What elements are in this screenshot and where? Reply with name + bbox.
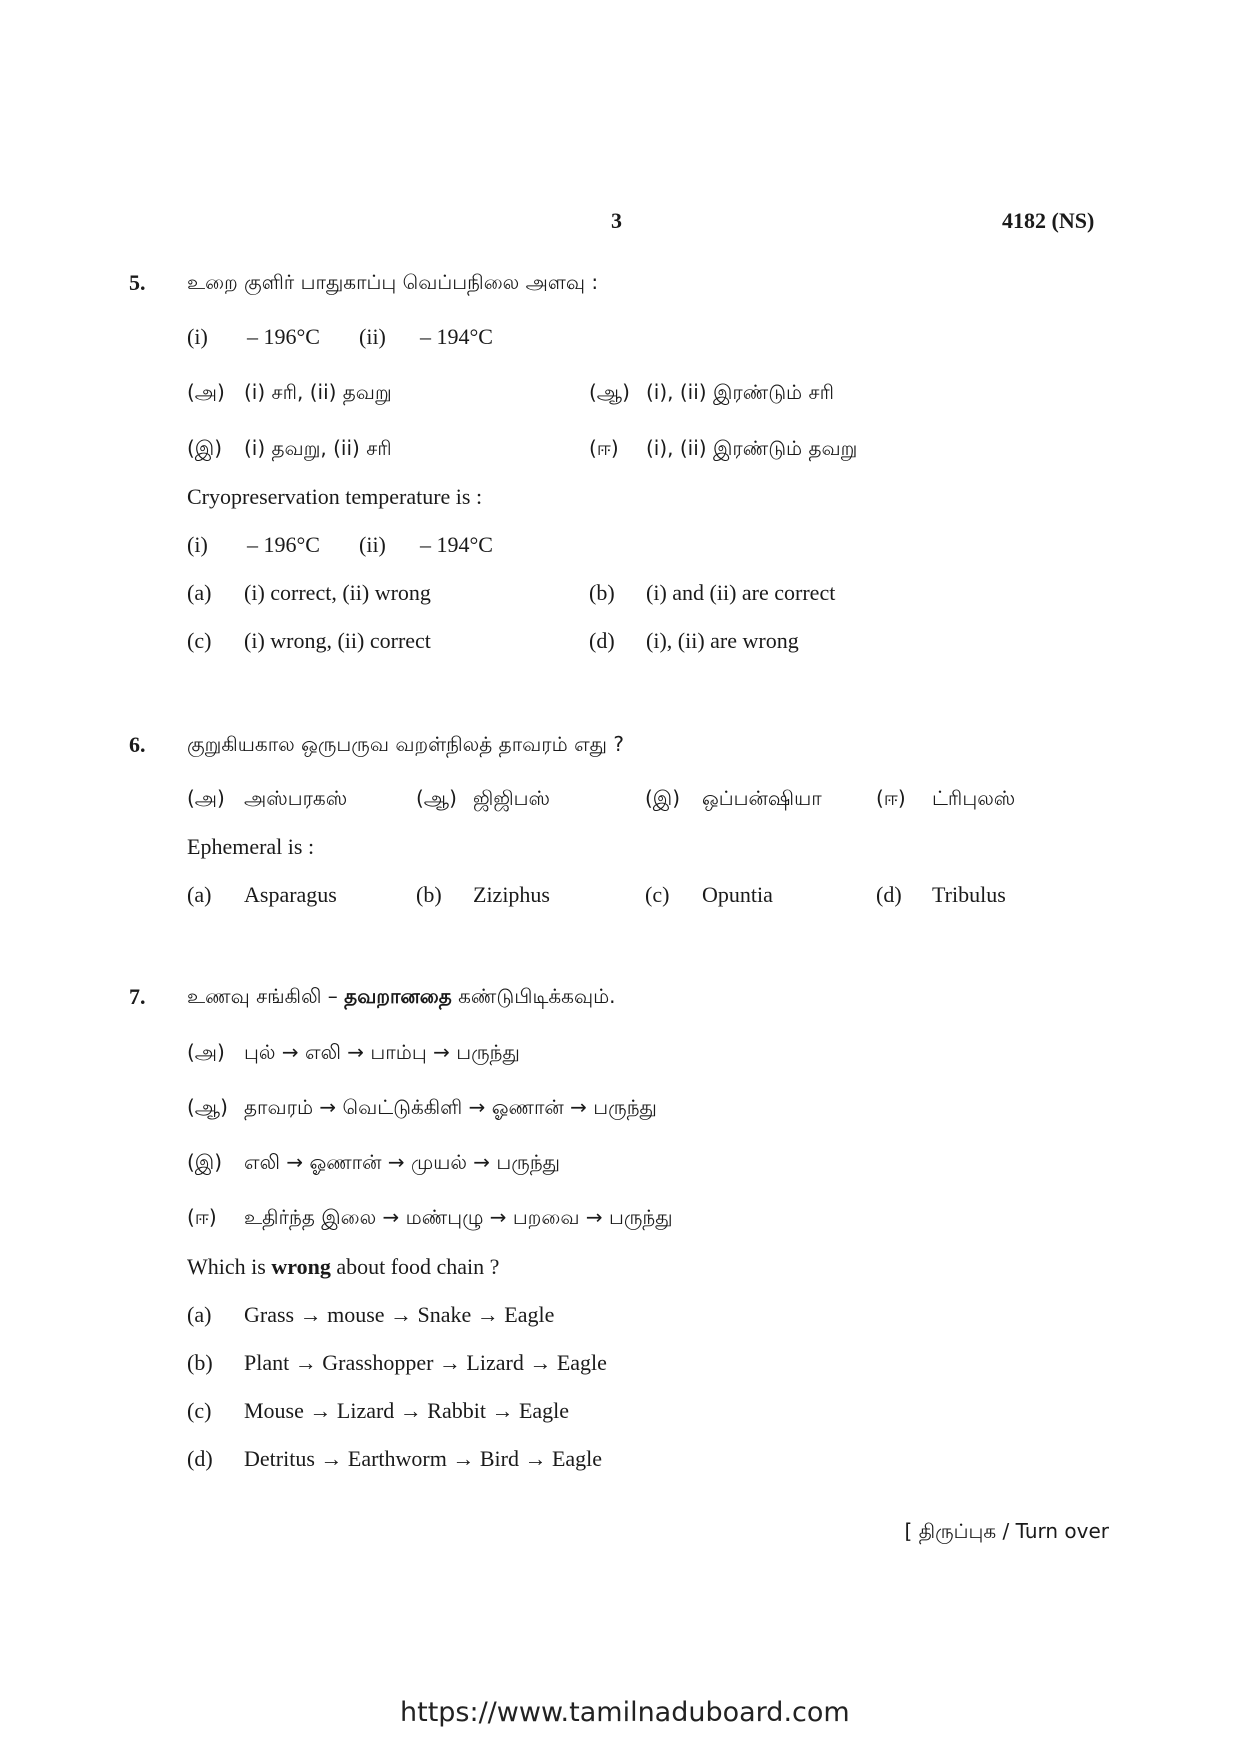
option-text: (i) wrong, (ii) correct	[244, 628, 431, 653]
option-text: Grass → mouse → Snake → Eagle	[244, 1302, 555, 1327]
statement-text: – 196°C	[247, 532, 320, 557]
statement-text: – 194°C	[420, 532, 493, 557]
statement-text: – 196°C	[247, 324, 320, 349]
option-label: (அ)	[187, 380, 225, 404]
option-label: (இ)	[645, 786, 681, 810]
paper-code: 4182 (NS)	[1002, 208, 1095, 233]
option-label: (இ)	[187, 1150, 223, 1174]
option-text: ஜிஜிபஸ்	[473, 786, 551, 810]
option-text: Mouse → Lizard → Rabbit → Eagle	[244, 1398, 570, 1423]
statement-label: (i)	[187, 324, 208, 349]
question-text-part: உணவு சங்கிலி –	[187, 984, 338, 1008]
option-text: உதிர்ந்த இலை → மண்புழு → பறவை → பருந்து	[244, 1205, 673, 1229]
statement-label: (ii)	[359, 532, 386, 557]
question-text-part: about food chain ?	[336, 1254, 500, 1279]
option-text: (i) and (ii) are correct	[646, 580, 836, 605]
option-label: (b)	[416, 882, 442, 907]
question-text-tamil: குறுகியகால ஒருபருவ வறள்நிலத் தாவரம் எது ?	[187, 732, 624, 756]
question-emphasis: wrong	[271, 1254, 331, 1279]
option-label: (b)	[589, 580, 615, 605]
statement-text: – 194°C	[420, 324, 493, 349]
option-text: தாவரம் → வெட்டுக்கிளி → ஓணான் → பருந்து	[244, 1095, 657, 1119]
option-text: (i) correct, (ii) wrong	[244, 580, 431, 605]
option-label: (d)	[589, 628, 615, 653]
option-text: Asparagus	[244, 882, 337, 907]
question-text-part: Which is	[187, 1254, 266, 1279]
question-text-english: Cryopreservation temperature is :	[187, 484, 483, 509]
option-label: (d)	[876, 882, 902, 907]
option-text: (i), (ii) இரண்டும் தவறு	[646, 436, 858, 460]
option-label: (அ)	[187, 786, 225, 810]
question-number: 5.	[129, 270, 146, 295]
option-text: Tribulus	[932, 882, 1006, 907]
source-url[interactable]: https://www.tamilnaduboard.com	[400, 1697, 850, 1728]
statement-label: (ii)	[359, 324, 386, 349]
option-label: (ஆ)	[589, 380, 630, 404]
option-label: (a)	[187, 882, 212, 907]
option-text: (i), (ii) are wrong	[646, 628, 799, 653]
option-label: (ஆ)	[187, 1095, 228, 1119]
option-text: Plant → Grasshopper → Lizard → Eagle	[244, 1350, 607, 1375]
option-text: Opuntia	[702, 882, 773, 907]
option-label: (இ)	[187, 436, 223, 460]
turn-over-text: [ திருப்புக / Turn over	[904, 1519, 1109, 1543]
option-text: (i) சரி, (ii) தவறு	[244, 380, 392, 404]
option-text: ட்ரிபுலஸ்	[932, 786, 1016, 810]
option-text: அஸ்பரகஸ்	[244, 786, 348, 810]
statement-label: (i)	[187, 532, 208, 557]
question-emphasis: தவறானதை	[344, 984, 452, 1008]
option-label: (b)	[187, 1350, 213, 1375]
option-label: (c)	[645, 882, 670, 907]
question-number: 6.	[129, 732, 146, 757]
option-text: Detritus → Earthworm → Bird → Eagle	[244, 1446, 603, 1471]
option-label: (ஈ)	[589, 436, 619, 460]
option-label: (a)	[187, 1302, 212, 1327]
option-text: புல் → எலி → பாம்பு → பருந்து	[244, 1040, 520, 1064]
option-text: Ziziphus	[473, 882, 550, 907]
option-text: எலி → ஓணான் → முயல் → பருந்து	[244, 1150, 561, 1174]
question-text-tamil	[187, 984, 616, 1011]
option-label: (அ)	[187, 1040, 225, 1064]
option-text: ஒப்பன்ஷியா	[702, 786, 822, 810]
option-label: (c)	[187, 628, 212, 653]
option-label: (a)	[187, 580, 212, 605]
page-number: 3	[611, 208, 622, 233]
option-label: (ஆ)	[416, 786, 457, 810]
option-label: (c)	[187, 1398, 212, 1423]
question-number: 7.	[129, 984, 146, 1009]
turn-over-note	[905, 1518, 1109, 1546]
question-text-tamil: உறை குளிர் பாதுகாப்பு வெப்பநிலை அளவு :	[187, 270, 599, 294]
option-label: (d)	[187, 1446, 213, 1471]
question-text-english	[187, 1254, 499, 1280]
option-text: (i), (ii) இரண்டும் சரி	[646, 380, 834, 404]
question-text-english: Ephemeral is :	[187, 834, 315, 859]
option-text: (i) தவறு, (ii) சரி	[244, 436, 392, 460]
question-text-part: கண்டுபிடிக்கவும்.	[458, 984, 616, 1008]
option-label: (ஈ)	[187, 1205, 217, 1229]
option-label: (ஈ)	[876, 786, 906, 810]
